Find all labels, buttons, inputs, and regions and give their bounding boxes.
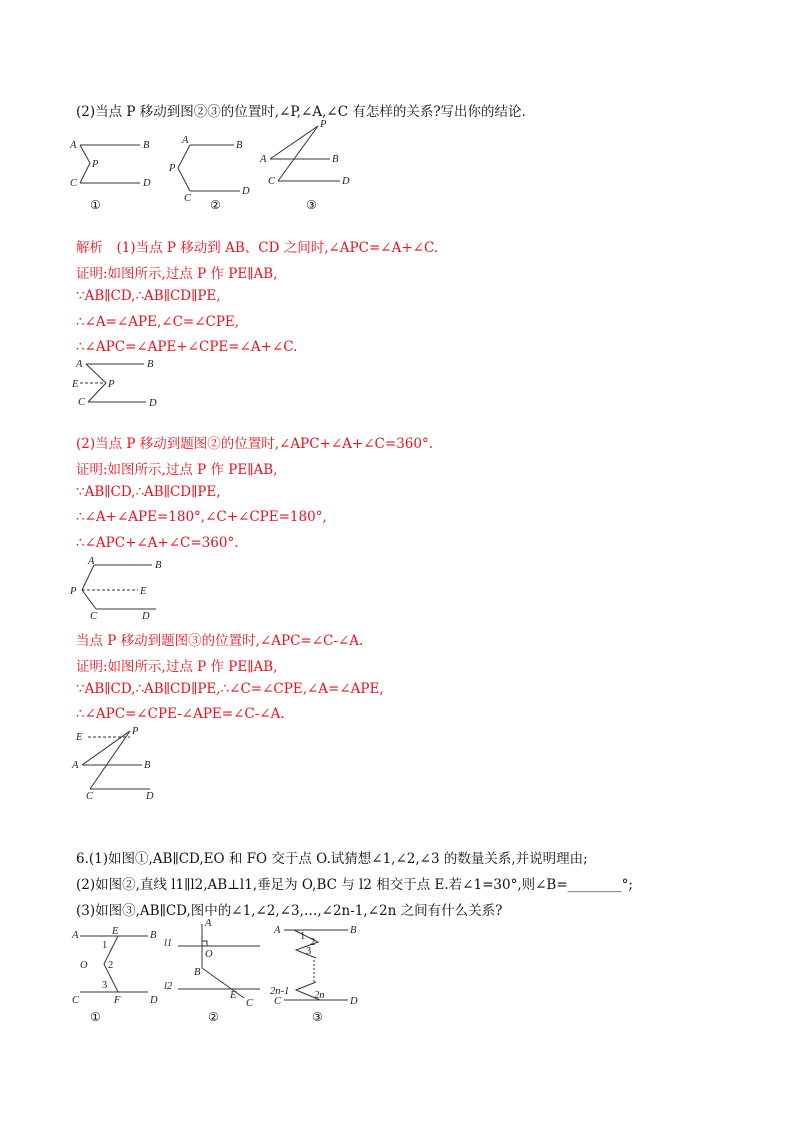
fig-caption-1: ① [90, 198, 101, 212]
label-e: E [112, 926, 119, 937]
label-e: E [230, 990, 237, 1001]
label-d: D [342, 176, 350, 187]
solution-figure-3 [66, 727, 166, 802]
angle-2-label: 2 [310, 937, 316, 948]
q5-figure-1 [66, 135, 156, 195]
q6-figure-3 [266, 924, 366, 1008]
question-6-part-3: (3)如图③,AB∥CD,图中的∠1,∠2,∠3,…,∠2n-1,∠2n 之间有什么关系? [76, 903, 503, 919]
solution-line-13: ∵AB∥CD,∴AB∥CD∥PE,∴∠C=∠CPE,∠A=∠APE, [76, 681, 384, 697]
fig-caption-3: ③ [312, 1010, 323, 1024]
angle-2n-1-label: 2n-1 [270, 986, 290, 997]
label-c: C [72, 995, 80, 1006]
label-b: B [150, 930, 157, 941]
label-d: D [350, 996, 358, 1007]
label-e: E [140, 586, 147, 597]
label-p: P [92, 159, 99, 170]
question-6-part-2: (2)如图②,直线 l1∥l2,AB⊥l1,垂足为 O,BC 与 l2 相交于点 E.若∠1=30°,则∠B=________°; [76, 877, 633, 893]
angle-3-label: 3 [306, 946, 312, 957]
label-c: C [86, 791, 94, 802]
label-b: B [144, 760, 151, 771]
label-d: D [149, 398, 157, 409]
label-o: O [80, 960, 88, 971]
solution-line-8: ∵AB∥CD,∴AB∥CD∥PE, [76, 484, 221, 500]
solution-line-11: 当点 P 移动到题图③的位置时,∠APC=∠C-∠A. [76, 633, 364, 649]
label-b: B [350, 925, 357, 936]
fig-caption-1: ① [90, 1010, 101, 1024]
label-d: D [146, 791, 154, 802]
label-c: C [268, 176, 276, 187]
label-d: D [150, 995, 158, 1006]
solution-line-3: ∵AB∥CD,∴AB∥CD∥PE, [76, 288, 221, 304]
label-d: D [242, 186, 250, 197]
label-p: P [169, 163, 176, 174]
label-a: A [205, 918, 212, 929]
angle-1-label: 1 [102, 940, 108, 951]
label-p: P [320, 119, 327, 130]
solution-line-2: 证明:如图所示,过点 P 作 PE∥AB, [76, 266, 278, 282]
label-c: C [274, 996, 282, 1007]
label-b: B [143, 140, 150, 151]
label-a: A [70, 140, 77, 151]
q6-figure-1 [66, 924, 166, 1008]
angle-2n-label: 2n [314, 990, 325, 1001]
angle-3-label: 3 [102, 980, 108, 991]
label-b: B [147, 359, 154, 370]
label-c: C [70, 178, 78, 189]
label-a: A [72, 930, 79, 941]
label-a: A [274, 925, 281, 936]
angle-1-label: 1 [300, 931, 306, 942]
question-6-part-1: 6.(1)如图①,AB∥CD,EO 和 FO 交于点 O.试猜想∠1,∠2,∠3 的数量关系,并说明理由; [76, 851, 588, 867]
label-b: B [155, 560, 162, 571]
label-p: P [132, 726, 139, 737]
label-c: C [78, 397, 86, 408]
solution-line-12: 证明:如图所示,过点 P 作 PE∥AB, [76, 659, 278, 675]
label-c: C [246, 998, 254, 1009]
q6-figure-2 [160, 916, 270, 1008]
label-e: E [72, 379, 79, 390]
solution-line-14: ∴∠APC=∠CPE-∠APE=∠C-∠A. [76, 706, 285, 722]
q5-figure-3 [258, 118, 358, 193]
label-o: O [205, 949, 213, 960]
solution-figure-2 [66, 555, 166, 625]
label-p: P [108, 379, 115, 390]
label-c: C [184, 193, 192, 204]
label-c: C [90, 611, 98, 622]
q5-figure-2 [168, 135, 258, 204]
label-a: A [72, 760, 79, 771]
solution-line-10: ∴∠APC+∠A+∠C=360°. [76, 535, 239, 551]
fig-caption-2: ② [210, 198, 221, 212]
solution-line-5: ∴∠APC=∠APE+∠CPE=∠A+∠C. [76, 339, 298, 355]
label-b: B [332, 154, 339, 165]
fig-caption-3: ③ [306, 198, 317, 212]
solution-line-9: ∴∠A+∠APE=180°,∠C+∠CPE=180°, [76, 509, 327, 525]
label-a: A [76, 359, 83, 370]
label-p: P [70, 586, 77, 597]
fig-caption-2: ② [208, 1010, 219, 1024]
label-e: E [76, 732, 83, 743]
label-l2: l2 [164, 981, 173, 992]
label-b: B [236, 140, 243, 151]
solution-line-7: 证明:如图所示,过点 P 作 PE∥AB, [76, 462, 278, 478]
label-b: B [194, 967, 201, 978]
solution-line-6: (2)当点 P 移动到题图②的位置时,∠APC+∠A+∠C=360°. [76, 436, 433, 452]
label-a: A [88, 556, 95, 567]
solution-line-1: 解析 (1)当点 P 移动到 AB、CD 之间时,∠APC=∠A+∠C. [76, 240, 439, 256]
label-a: A [260, 154, 267, 165]
label-d: D [143, 178, 151, 189]
solution-line-4: ∴∠A=∠APE,∠C=∠CPE, [76, 314, 240, 330]
solution-figure-1 [66, 358, 166, 410]
question-5-part-2: (2)当点 P 移动到图②③的位置时,∠P,∠A,∠C 有怎样的关系?写出你的结论. [76, 104, 526, 120]
label-a: A [182, 135, 189, 146]
label-f: F [114, 995, 121, 1006]
label-d: D [142, 611, 150, 622]
angle-2-label: 2 [108, 960, 114, 971]
label-l1: l1 [164, 938, 173, 949]
